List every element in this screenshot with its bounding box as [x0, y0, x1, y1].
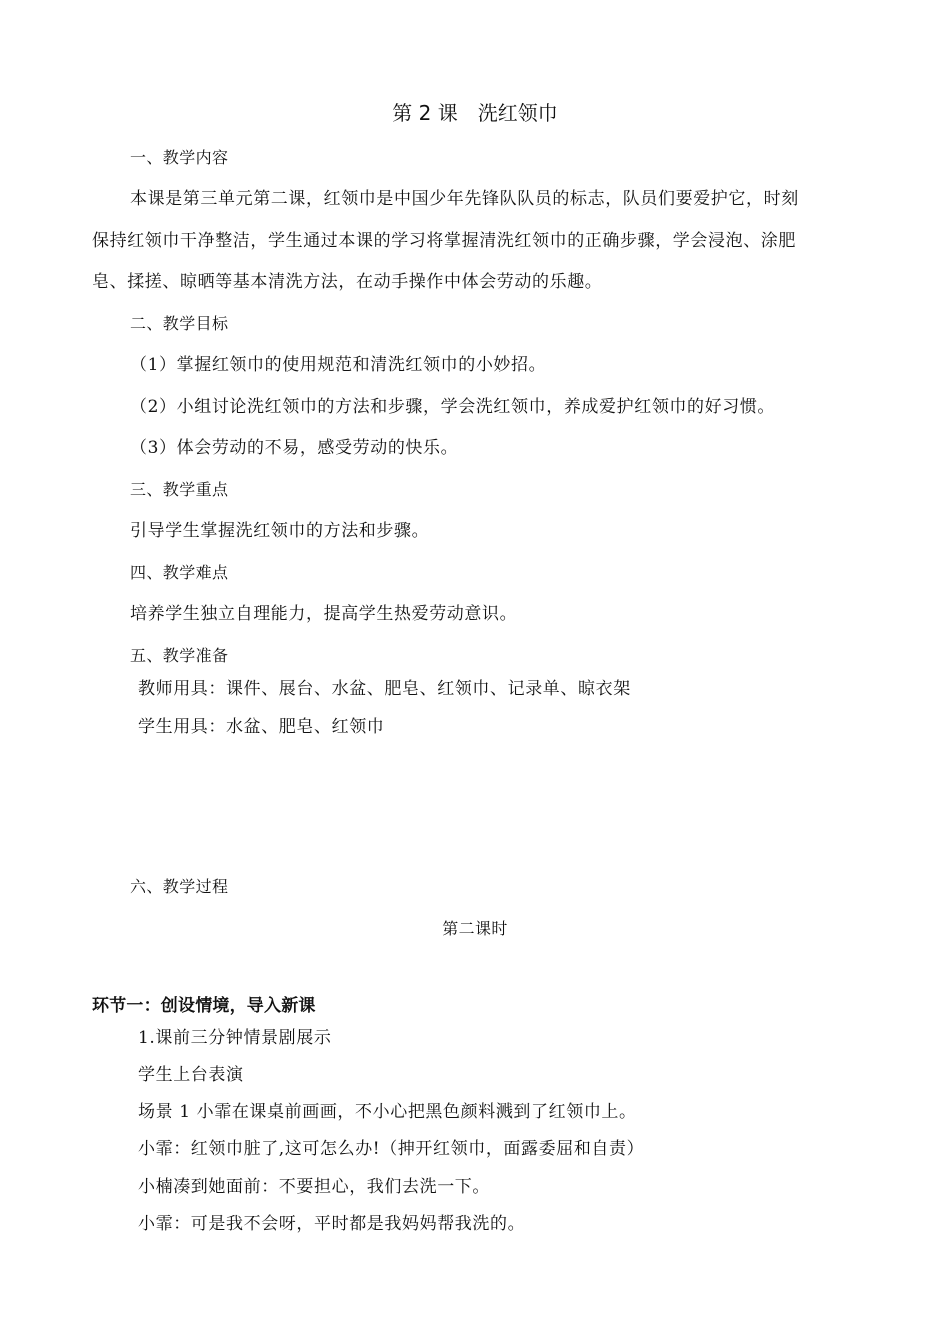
lesson-number: 第 2 课: [392, 101, 458, 125]
heading-preparation: 五、教学准备: [130, 646, 229, 665]
goal-item-3: （3）体会劳动的不易，感受劳动的快乐。: [130, 438, 459, 458]
stage-1-line-1: 1.课前三分钟情景剧展示: [138, 1028, 332, 1048]
stage-1-heading: 环节一：创设情境，导入新课: [92, 996, 316, 1016]
stage-1-line-3: 场景 1 小霏在课桌前画画，不小心把黑色颜料溅到了红领巾上。: [138, 1102, 637, 1122]
stage-1-line-5: 小楠凑到她面前：不要担心，我们去洗一下。: [138, 1177, 490, 1197]
heading-difficulties: 四、教学难点: [130, 563, 229, 582]
content-paragraph-line-2: 保持红领巾干净整洁，学生通过本课的学习将掌握清洗红领巾的正确步骤，学会浸泡、涂肥: [92, 231, 796, 251]
heading-teaching-process: 六、教学过程: [130, 877, 229, 896]
stage-1-line-4: 小霏：红领巾脏了,这可怎么办!（抻开红领巾，面露委屈和自责）: [138, 1139, 645, 1159]
difficulties-text: 培养学生独立自理能力，提高学生热爱劳动意识。: [130, 604, 518, 624]
content-paragraph-line-1: 本课是第三单元第二课，红领巾是中国少年先锋队队员的标志，队员们要爱护它，时刻: [130, 189, 799, 209]
stage-1-line-6: 小霏：可是我不会呀，平时都是我妈妈帮我洗的。: [138, 1214, 526, 1234]
stage-1-line-2: 学生上台表演: [138, 1065, 244, 1085]
teacher-materials: 教师用具：课件、展台、水盆、肥皂、红领巾、记录单、晾衣架: [138, 679, 631, 699]
lesson-title: [0, 100, 950, 126]
goal-item-1: （1）掌握红领巾的使用规范和清洗红领巾的小妙招。: [130, 355, 547, 375]
class-period-label: 第二课时: [442, 919, 508, 938]
content-paragraph-line-3: 皂、揉搓、晾晒等基本清洗方法，在动手操作中体会劳动的乐趣。: [92, 272, 603, 292]
goal-item-2: （2）小组讨论洗红领巾的方法和步骤，学会洗红领巾，养成爱护红领巾的好习惯。: [130, 397, 776, 417]
heading-key-points: 三、教学重点: [130, 480, 229, 499]
lesson-name: 洗红领巾: [477, 101, 558, 125]
heading-teaching-goals: 二、教学目标: [130, 314, 229, 333]
student-materials: 学生用具：水盆、肥皂、红领巾: [138, 717, 385, 737]
key-points-text: 引导学生掌握洗红领巾的方法和步骤。: [130, 521, 430, 541]
heading-teaching-content: 一、教学内容: [130, 148, 229, 167]
